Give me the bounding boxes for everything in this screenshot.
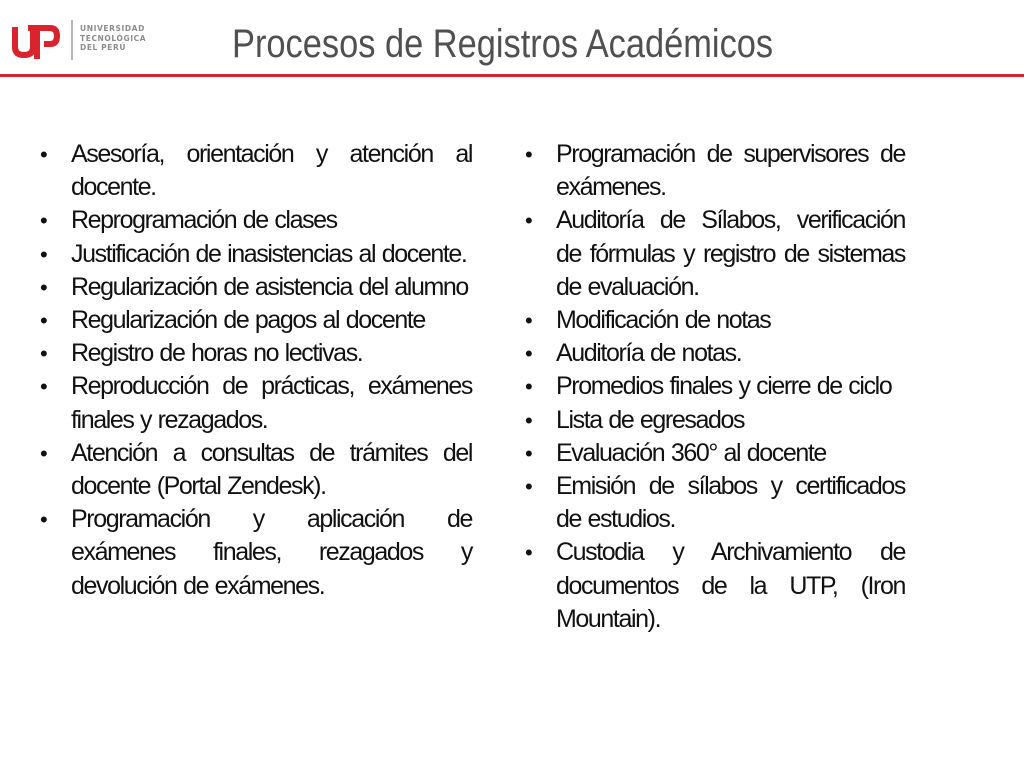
bullet-icon: • <box>525 308 532 334</box>
bullet-icon: • <box>40 440 47 466</box>
logo-line-2: TECNOLÓGICA <box>80 33 147 43</box>
list-item-text: Reprogramación de clases <box>71 206 337 235</box>
list-item-text: Promedios finales y cierre de ciclo <box>556 372 892 401</box>
left-bullet-list <box>40 138 472 603</box>
list-item-text: Programación y aplicación de exámenes finales, rezagados y devolución de exámenes. <box>71 505 472 600</box>
list-item <box>40 503 472 603</box>
bullet-icon: • <box>525 440 532 466</box>
list-item <box>40 271 472 304</box>
utp-logo <box>10 18 150 62</box>
list-item <box>525 337 905 370</box>
bullet-icon: • <box>525 474 532 500</box>
logo-line-3: DEL PERÚ <box>80 43 127 52</box>
header-red-rule <box>0 74 1024 77</box>
list-item <box>525 138 905 204</box>
bullet-icon: • <box>525 540 532 566</box>
bullet-icon: • <box>525 374 532 400</box>
list-item-text: Programación de supervisores de exámenes. <box>556 140 905 202</box>
slide-header <box>0 0 1024 80</box>
bullet-icon: • <box>525 341 532 367</box>
list-item-text: Reproducción de prácticas, exámenes finales y rezagados. <box>71 372 472 434</box>
list-item <box>40 238 472 271</box>
list-item <box>40 304 472 337</box>
list-item-text: Lista de egresados <box>556 405 745 434</box>
bullet-icon: • <box>40 374 47 400</box>
bullet-icon: • <box>525 208 532 234</box>
right-bullet-list <box>525 138 905 636</box>
bullet-icon: • <box>40 241 47 267</box>
list-item <box>525 536 905 636</box>
list-item <box>525 404 905 437</box>
list-item <box>525 204 905 304</box>
list-item-text: Justificación de inasistencias al docente. <box>71 239 467 268</box>
bullet-icon: • <box>40 274 47 300</box>
list-item-text: Asesoría, orientación y atención al docente. <box>71 140 472 202</box>
list-item <box>525 437 905 470</box>
list-item-text: Evaluación 360° al docente <box>556 438 826 467</box>
list-item <box>40 370 472 436</box>
list-item-text: Auditoría de notas. <box>556 339 742 368</box>
logo-wordmark <box>80 24 146 53</box>
utp-logo-mark-icon <box>10 18 62 62</box>
list-item-text: Regularización de pagos al docente <box>71 306 425 335</box>
list-item-text: Auditoría de Sílabos, verificación de fórmulas y registro de sistemas de evaluación. <box>556 206 905 301</box>
list-item <box>40 204 472 237</box>
bullet-icon: • <box>40 507 47 533</box>
list-item-text: Regularización de asistencia del alumno <box>71 272 468 301</box>
list-item-text: Registro de horas no lectivas. <box>71 339 363 368</box>
list-item <box>525 470 905 536</box>
list-item-text: Atención a consultas de trámites del docente (Portal Zendesk). <box>71 438 472 501</box>
list-item <box>40 337 472 370</box>
bullet-icon: • <box>40 308 47 334</box>
list-item <box>40 138 472 204</box>
list-item <box>525 304 905 337</box>
list-item <box>40 437 472 503</box>
bullet-icon: • <box>40 341 47 367</box>
list-item-text: Custodia y Archivamiento de documentos de la UTP, (Iron Mountain). <box>556 538 905 633</box>
bullet-icon: • <box>40 208 47 234</box>
bullet-icon: • <box>525 142 532 167</box>
bullet-icon: • <box>525 407 532 433</box>
list-item-text: Modificación de notas <box>556 306 771 335</box>
list-item-text: Emisión de sílabos y certificados de estudios. <box>556 472 905 534</box>
logo-line-1: UNIVERSIDAD <box>80 24 145 33</box>
slide-title: Procesos de Registros Académicos <box>232 22 774 66</box>
list-item <box>525 370 905 403</box>
bullet-icon: • <box>40 142 47 167</box>
logo-divider <box>71 20 73 60</box>
